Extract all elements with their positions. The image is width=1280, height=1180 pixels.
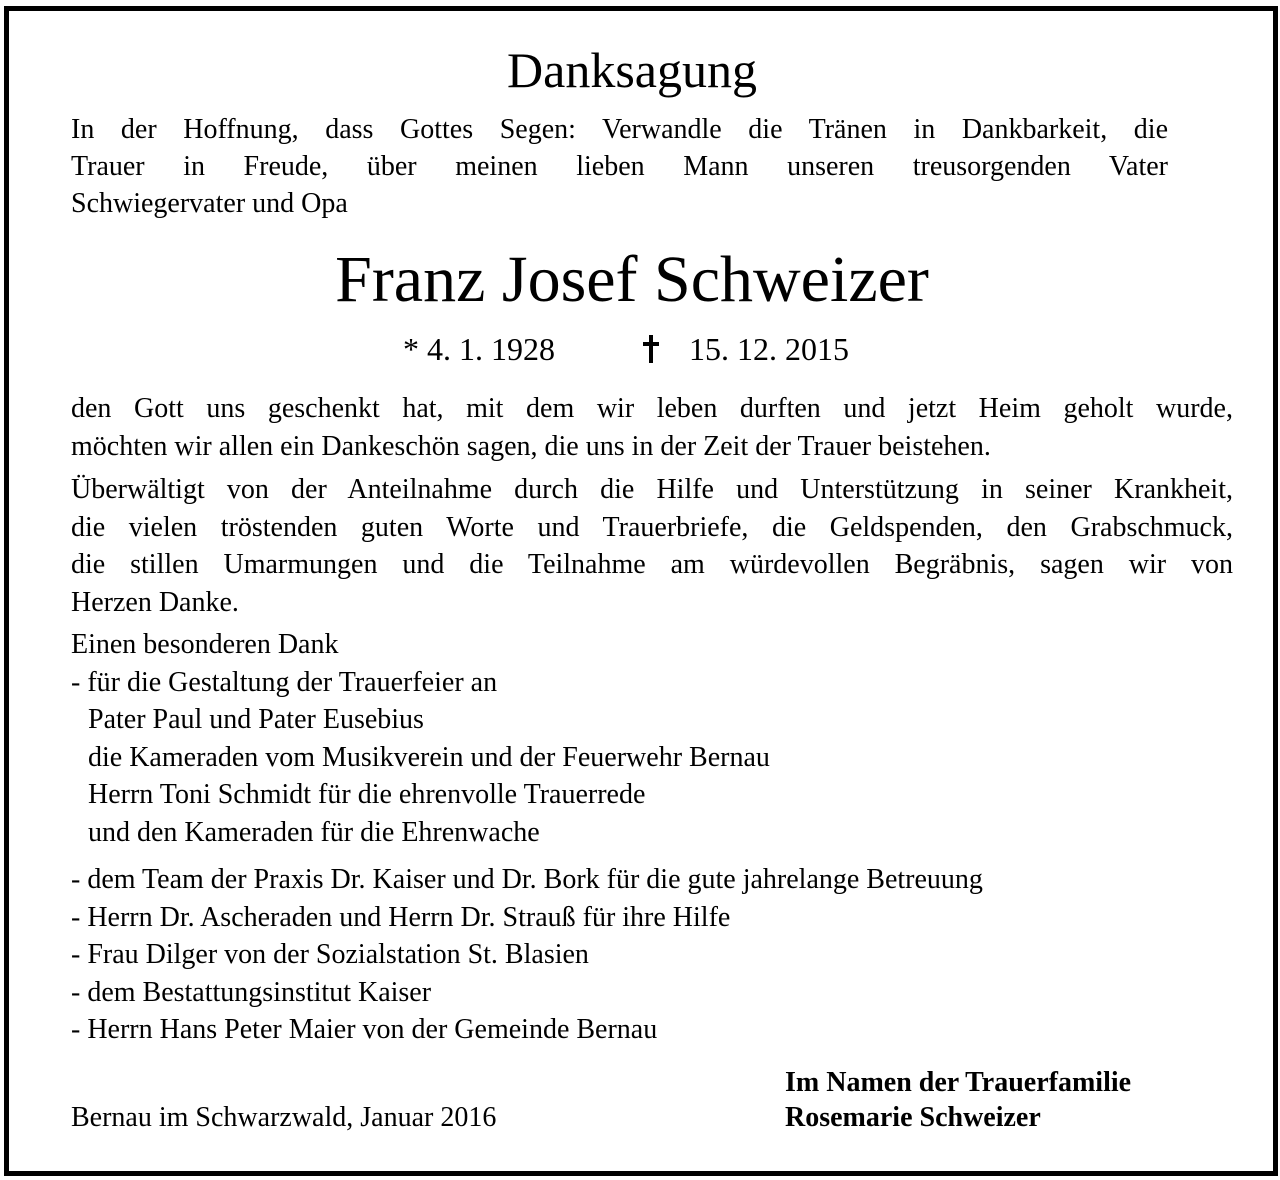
paragraph-line: die stillen Umarmungen und die Teilnahme am würdevollen Begräbnis, sagen wir von <box>71 549 1233 580</box>
intro-text <box>71 111 1168 222</box>
intro-line: In der Hoffnung, dass Gottes Segen: Verwandle die Tränen in Dankbarkeit, die <box>71 114 1168 145</box>
intro-line: Schwiegervater und Opa <box>71 188 348 219</box>
paragraph-line: Überwältigt von der Anteilnahme durch die Hilfe und Unterstützung in seiner Krankheit, <box>71 474 1233 505</box>
thanks-item: - dem Team der Praxis Dr. Kaiser und Dr. Bork für die gute jahrelange Betreuung <box>71 864 983 895</box>
thanks-item: - dem Bestattungsinstitut Kaiser <box>71 976 432 1008</box>
paragraph-line: möchten wir allen ein Dankeschön sagen, die uns in der Zeit der Trauer beistehen. <box>71 430 991 462</box>
thanks-subitem: Pater Paul und Pater Eusebius <box>88 704 424 735</box>
thanks-subitem: Herrn Toni Schmidt für die ehrenvolle Trauerrede <box>88 779 646 810</box>
birth-date: * 4. 1. 1928 <box>403 331 555 367</box>
paragraph-line: den Gott uns geschenkt hat, mit dem wir leben durften und jetzt Heim geholt wurde, <box>71 393 1233 424</box>
thanks-item: - für die Gestaltung der Trauerfeier an <box>71 666 498 698</box>
thanks-item: - Herrn Hans Peter Maier von der Gemeinde Bernau <box>71 1014 658 1045</box>
deceased-name: Franz Josef Schweizer <box>335 243 929 316</box>
paragraph-gratitude <box>71 390 1233 465</box>
notice-title: Danksagung <box>507 42 757 98</box>
paragraph-line: Herzen Danke. <box>71 586 239 618</box>
cross-icon <box>643 335 659 363</box>
intro-line: Trauer in Freude, über meinen lieben Mann unseren treusorgenden Vater <box>71 151 1168 182</box>
death-date-group <box>643 327 849 371</box>
thanks-item: - Frau Dilger von der Sozialstation St. Blasien <box>71 939 589 970</box>
paragraph-line: die vielen tröstenden guten Worte und Trauerbriefe, die Geldspenden, den Grabschmuck, <box>71 511 1233 543</box>
signature-name: Rosemarie Schweizer <box>785 1102 1041 1133</box>
signature-line: Im Namen der Trauerfamilie <box>785 1067 1132 1098</box>
signature-block <box>785 1065 1131 1135</box>
thanks-subitem: und den Kameraden für die Ehrenwache <box>88 816 540 848</box>
paragraph-sympathy <box>71 471 1233 621</box>
death-date: 15. 12. 2015 <box>689 331 849 367</box>
thanks-subitem: die Kameraden vom Musikverein und der Feuerwehr Bernau <box>88 741 770 773</box>
special-thanks-block <box>71 626 770 851</box>
place-date: Bernau im Schwarzwald, Januar 2016 <box>71 1102 497 1133</box>
thanks-list <box>71 861 983 1049</box>
thanks-item: - Herrn Dr. Ascheraden und Herrn Dr. Strauß für ihre Hilfe <box>71 901 731 933</box>
special-thanks-heading: Einen besonderen Dank <box>71 629 339 660</box>
